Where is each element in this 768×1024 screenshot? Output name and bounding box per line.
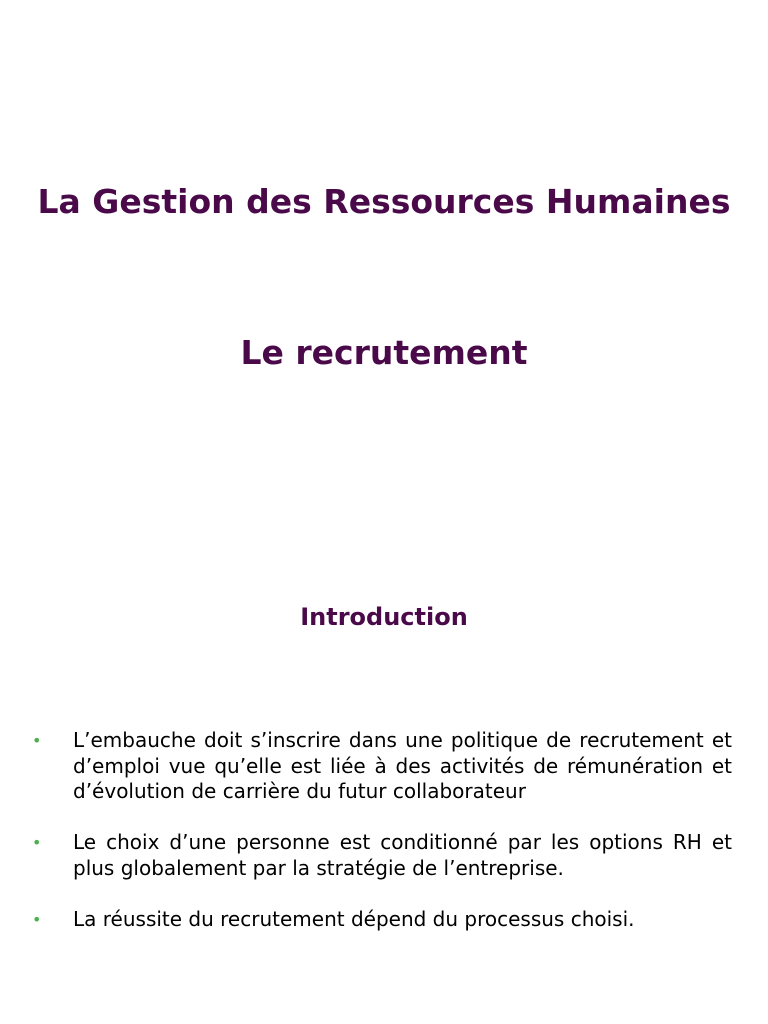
bullet-dot-icon: • [32, 731, 42, 750]
slide-subtitle: Le recrutement [240, 333, 528, 372]
section-heading: Introduction [300, 603, 468, 631]
bullet-dot-icon: • [32, 909, 42, 929]
bullet-list [32, 728, 732, 957]
slide-title: La Gestion des Ressources Humaines [37, 182, 731, 221]
bullet-dot-icon: • [32, 833, 42, 853]
bullet-item [32, 728, 732, 805]
bullet-text: Le choix d’une personne est conditionné par les options RH et plus globalement par la stratégie de l’entreprise. [73, 830, 732, 880]
bullet-item [32, 907, 732, 933]
bullet-text: La réussite du recrutement dépend du processus choisi. [73, 906, 635, 931]
bullet-item [32, 830, 732, 881]
bullet-text: L’embauche doit s’inscrire dans une politique de recrutement et d’emploi vue qu’elle est liée à des activités de rémunération et d’évolution de carrière du futur collaborateur [73, 728, 732, 804]
